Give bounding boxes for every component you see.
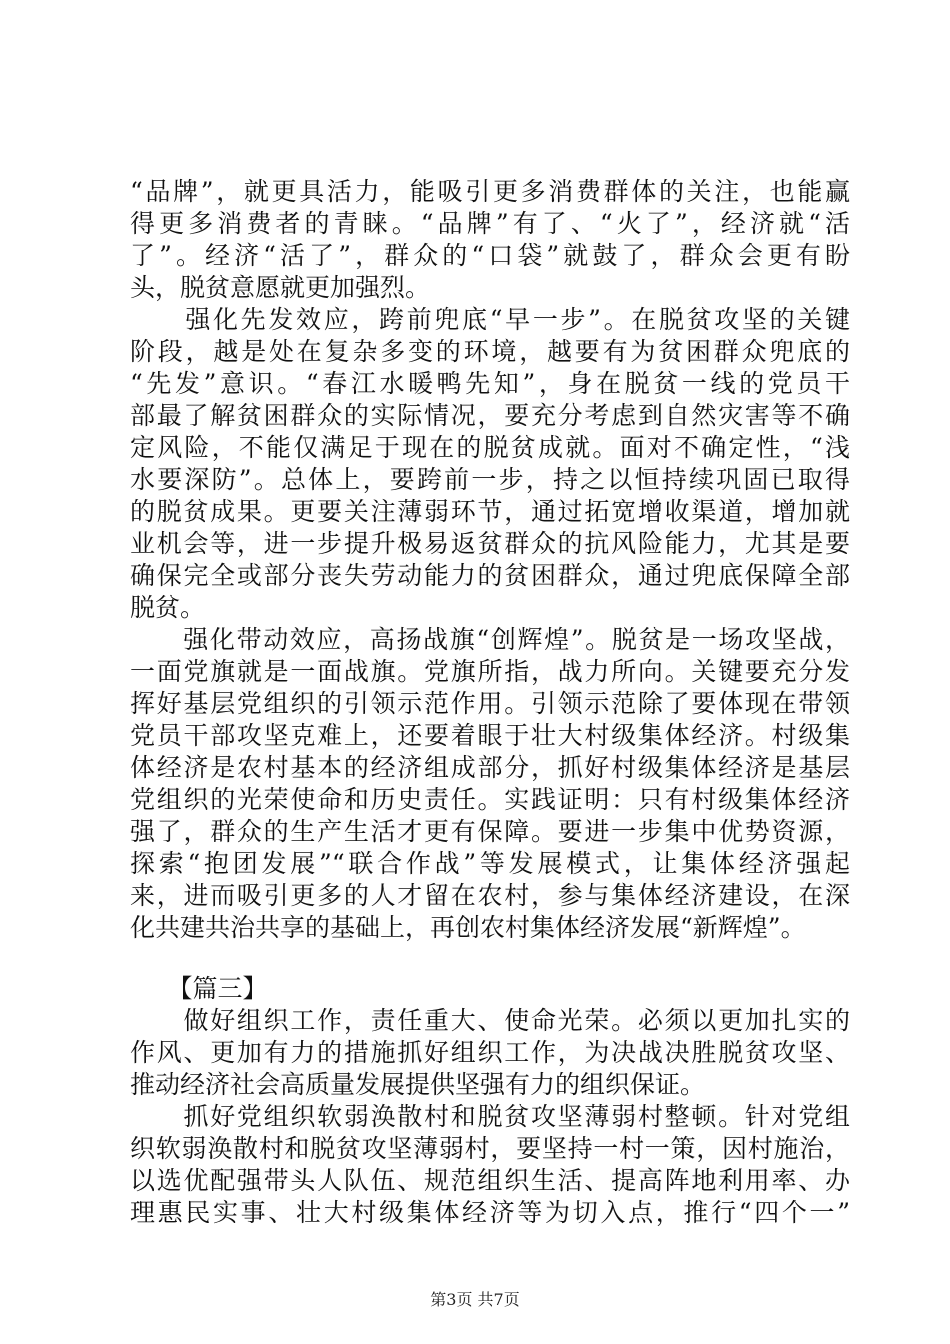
text-line: 做好组织工作，责任重大、使命光荣。必须以更加扎实的 [130,1006,850,1035]
text-line: 强化带动效应，高扬战旗“创辉煌”。脱贫是一场攻坚战， [130,625,850,654]
text-line: 阶段，越是处在复杂多变的环境，越要有为贫困群众兜底的 [130,337,850,366]
text-line: 的脱贫成果。更要关注薄弱环节，通过拓宽增收渠道，增加就 [130,497,850,526]
text-line: 定风险，不能仅满足于现在的脱贫成就。面对不确定性，“浅 [130,433,850,462]
text-line: 脱贫。 [130,593,206,622]
text-line: 党员干部攻坚克难上，还要着眼于壮大村级集体经济。村级集 [130,721,850,750]
text-line: “品牌”，就更具活力，能吸引更多消费群体的关注，也能赢 [130,177,850,206]
text-line: 挥好基层党组织的引领示范作用。引领示范除了要体现在带领 [130,689,850,718]
text-line: 部最了解贫困群众的实际情况，要充分考虑到自然灾害等不确 [130,401,850,430]
text-line: 业机会等，进一步提升极易返贫群众的抗风险能力，尤其是要 [130,529,850,558]
text-line: 来，进而吸引更多的人才留在农村，参与集体经济建设，在深 [130,881,850,910]
text-line: 强了，群众的生产生活才更有保障。要进一步集中优势资源， [130,817,850,846]
text-line: 一面党旗就是一面战旗。党旗所指，战力所向。关键要充分发 [130,657,850,686]
text-line: 以选优配强带头人队伍、规范组织生活、提高阵地利用率、办 [130,1166,850,1195]
text-line: 化共建共治共享的基础上，再创农村集体经济发展“新辉煌”。 [130,913,806,942]
text-line: 水要深防”。总体上，要跨前一步，持之以恒持续巩固已取得 [130,465,850,494]
section-heading: 【篇三】 [130,974,268,1003]
page-number-footer: 第3页 共7页 [430,1290,520,1309]
text-line: 体经济是农村基本的经济组成部分，抓好村级集体经济是基层 [130,753,850,782]
text-line: 头，脱贫意愿就更加强烈。 [130,273,431,302]
text-line: 织软弱涣散村和脱贫攻坚薄弱村，要坚持一村一策，因村施治， [130,1134,850,1163]
text-line: 确保完全或部分丧失劳动能力的贫困群众，通过兜底保障全部 [130,561,850,590]
text-line: 强化先发效应，跨前兜底“早一步”。在脱贫攻坚的关键 [130,305,850,334]
text-line: 理惠民实事、壮大村级集体经济等为切入点，推行“四个一” [130,1198,850,1227]
text-line: 抓好党组织软弱涣散村和脱贫攻坚薄弱村整顿。针对党组 [130,1102,850,1131]
text-line: 推动经济社会高质量发展提供坚强有力的组织保证。 [130,1070,706,1099]
text-line: 探索“抱团发展”“联合作战”等发展模式，让集体经济强起 [130,849,850,878]
text-line: 作风、更加有力的措施抓好组织工作，为决战决胜脱贫攻坚、 [130,1038,850,1067]
text-line: 党组织的光荣使命和历史责任。实践证明：只有村级集体经济 [130,785,850,814]
text-line: “先发”意识。“春江水暖鸭先知”，身在脱贫一线的党员干 [130,369,850,398]
text-line: 了”。经济“活了”，群众的“口袋”就鼓了，群众会更有盼 [130,241,850,270]
text-line: 得更多消费者的青睐。“品牌”有了、“火了”，经济就“活 [130,209,850,238]
